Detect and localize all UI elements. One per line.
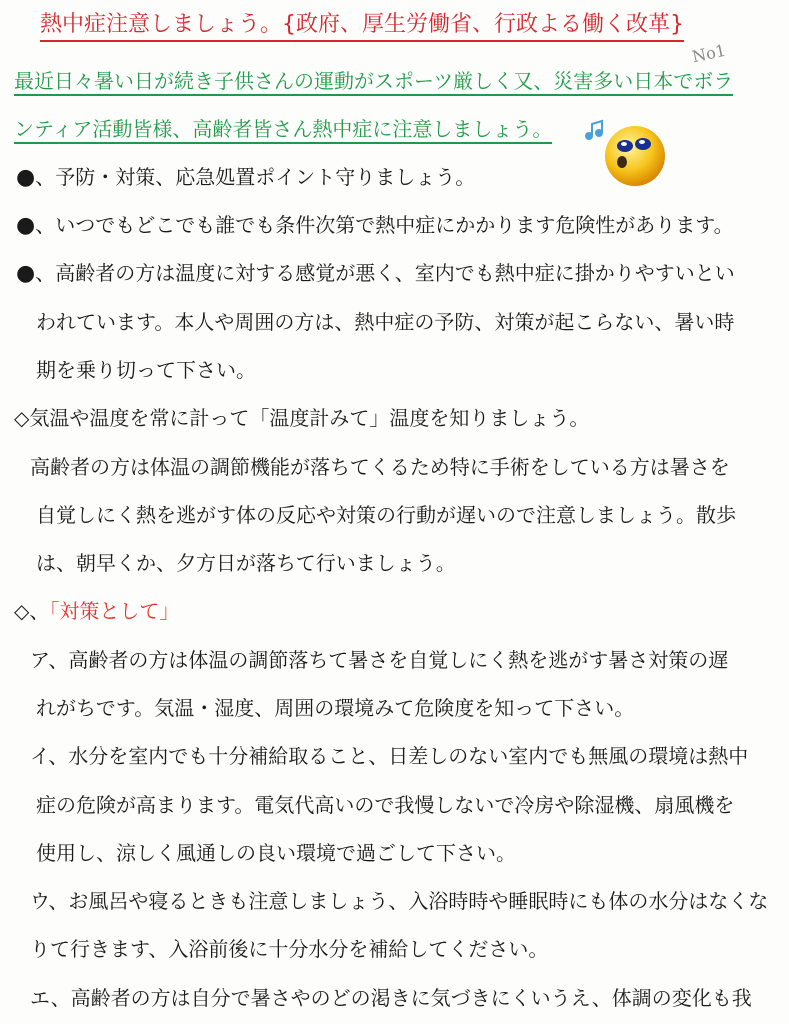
list-item-continuation: 症の危険が高まります。電気代高いので我慢しないで冷房や除湿機、扇風機を <box>36 793 735 817</box>
intro-line-1: 最近日々暑い日が続き子供さんの運動がスポーツ厳しく又、災害多い日本でボラ <box>14 68 733 94</box>
section-paragraph-line: 高齢者の方は体温の調節機能が落ちてくるため特に手術をしている方は暑さを <box>30 455 730 479</box>
intro-line-2: ンティア活動皆様、高齢者皆さん熱中症に注意しましょう。 <box>14 116 552 142</box>
section-paragraph-line: は、朝早くか、夕方日が落ちて行いましょう。 <box>36 551 456 575</box>
bullet-mark: ● <box>16 165 36 190</box>
list-item: イ、水分を室内でも十分補給取ること、日差しのない室内でも無風の環境は熱中 <box>30 744 749 768</box>
bullet-mark: ● <box>16 213 36 238</box>
list-item: ウ、お風呂や寝るときも注意しましょう、入浴時時や睡眠時にも体の水分はなくな <box>30 889 769 913</box>
list-item-continuation: 使用し、涼しく風通しの良い環境で過ごして下さい。 <box>36 841 516 865</box>
list-item-continuation: りて行きます、入浴前後に十分水分を補給してください。 <box>30 937 549 961</box>
list-item: ア、高齢者の方は体温の調節落ちて暑さを自覚しにく熱を逃がす暑さ対策の遅 <box>30 648 729 672</box>
section-heading: ◇気温や温度を常に計って「温度計みて」温度を知りましょう。 <box>14 406 590 430</box>
section-heading-accent: 「対策として」 <box>49 599 180 623</box>
section-paragraph-line: 自覚しにく熱を逃がす体の反応や対策の行動が遅いので注意しましょう。散歩 <box>36 503 736 527</box>
smiley-emoji-icon <box>580 118 670 190</box>
bullet-continuation: われています。本人や周囲の方は、熱中症の予防、対策が起こらない、暑い時 <box>36 310 735 334</box>
document-title: 熱中症注意しましょう。{政府、厚生労働省、行政よる働く改革} <box>40 12 684 42</box>
section-heading: ◇、「対策として」 <box>14 599 180 623</box>
bullet-continuation: 期を乗り切って下さい。 <box>36 358 256 382</box>
music-note-icon <box>585 121 603 140</box>
bullet-mark: ● <box>16 261 36 286</box>
list-item: エ、高齢者の方は自分で暑さやのどの渇きに気づきにくいうえ、体調の変化も我 <box>30 986 752 1010</box>
bullet-item: ●、予防・対策、応急処置ポイント守りましょう。 <box>16 165 476 190</box>
bullet-item: ●、高齢者の方は温度に対する感覚が悪く、室内でも熱中症に掛かりやすいとい <box>16 261 735 286</box>
handwritten-note: No1 <box>690 40 728 67</box>
list-item-continuation: れがちです。気温・湿度、周囲の環境みて危険度を知って下さい。 <box>36 696 635 720</box>
bullet-item: ●、いつでもどこでも誰でも条件次第で熱中症にかかります危険性があります。 <box>16 213 734 238</box>
